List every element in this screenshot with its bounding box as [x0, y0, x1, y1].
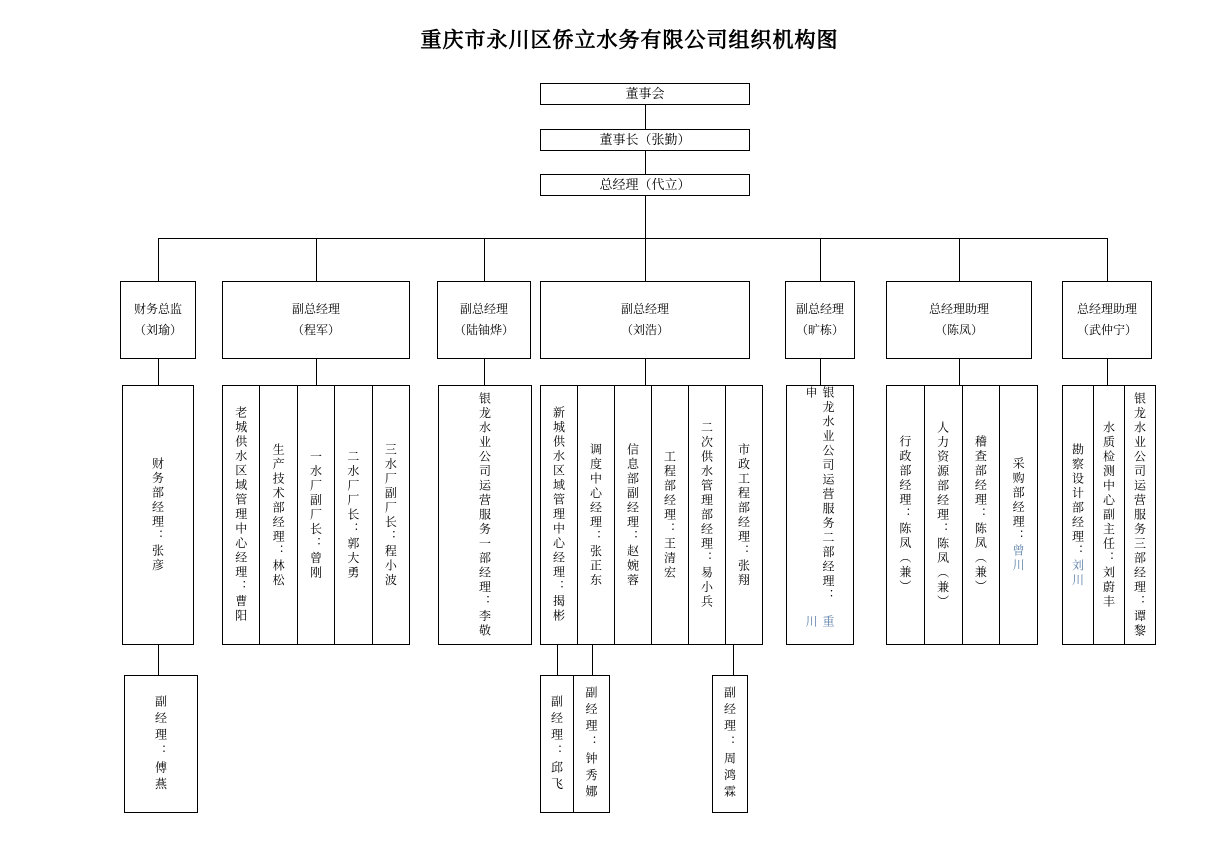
org-box-department	[577, 386, 614, 644]
org-box-department	[439, 386, 531, 644]
org-box-branch-head	[886, 281, 1032, 359]
department-label: 二次供水管理部经理：易小兵	[699, 420, 714, 610]
connector-line	[645, 196, 646, 238]
department-name-highlight: 刘川	[1070, 558, 1085, 588]
org-box-department	[962, 386, 1000, 644]
department-label: 调度中心经理：张正东	[588, 442, 603, 588]
connector-line	[158, 359, 159, 385]
org-box-department	[297, 386, 334, 644]
department-group	[786, 385, 854, 645]
connector-line	[733, 645, 734, 675]
connector-line	[959, 238, 960, 281]
connector-line	[484, 238, 485, 281]
branch-head-label	[454, 299, 514, 341]
department-label: 行政部经理：陈凤（兼）	[897, 435, 912, 595]
department-name-highlight: 曾川	[1011, 544, 1026, 573]
department-label: 水质检测中心副主任：刘蔚丰	[1101, 420, 1116, 610]
org-box-department	[651, 386, 688, 644]
branch-role: 总经理助理	[928, 302, 989, 316]
org-box-department	[614, 386, 651, 644]
branch-head-label	[621, 299, 669, 341]
department-group	[1062, 385, 1156, 645]
connector-line	[820, 238, 821, 281]
department-label: 三水厂副厂长：程小波	[383, 442, 398, 588]
branch-role: 副总经理	[291, 302, 340, 316]
connector-line	[158, 238, 1107, 239]
branch-head-label	[796, 299, 844, 341]
branch-head-label	[1077, 299, 1137, 341]
connector-line	[484, 359, 485, 385]
org-box-department	[688, 386, 725, 644]
org-box-branch-head	[1062, 281, 1152, 359]
connector-line	[316, 238, 317, 281]
org-box-department	[887, 386, 924, 644]
org-box-deputy	[540, 675, 574, 813]
department-label: 市政工程部经理：张翔	[736, 442, 751, 588]
branch-name: （刘瑜）	[133, 323, 182, 337]
deputy-label: 副经理：周鸿霖	[722, 686, 737, 802]
department-group	[886, 385, 1038, 645]
department-label: 新城供水区域管理中心经理：揭彬	[551, 406, 566, 624]
branch-name: （程军）	[291, 323, 340, 337]
branch-name: （武仲宁）	[1076, 323, 1137, 337]
department-label: 银龙水业公司运营服务二部经理：申	[804, 386, 835, 604]
org-box-branch-head	[540, 281, 750, 359]
org-box-department	[223, 386, 259, 644]
deputy-label: 副经理：邱飞	[549, 694, 564, 794]
org-box-branch-head	[120, 281, 196, 359]
org-box-branch-head	[785, 281, 855, 359]
org-box-deputy	[573, 675, 610, 813]
branch-name: （旷栋）	[795, 323, 844, 337]
deputy-label: 副经理：钟秀娜	[584, 686, 598, 802]
department-label: 人力资源部经理：陈凤（兼）	[935, 420, 950, 610]
department-label: 勘察设计部经理：	[1070, 442, 1085, 559]
branch-role: 副总经理	[620, 302, 669, 316]
branch-name: （刘浩）	[620, 323, 669, 337]
connector-line	[645, 105, 646, 129]
department-group	[540, 385, 763, 645]
department-label: 一水厂副厂长：曾刚	[308, 449, 323, 581]
connector-line	[1107, 359, 1108, 385]
connector-line	[645, 359, 646, 385]
org-box-department	[123, 386, 193, 644]
org-box-department	[787, 386, 853, 644]
org-box-department	[924, 386, 962, 644]
branch-role: 总经理助理	[1076, 302, 1137, 316]
department-group	[122, 385, 194, 645]
org-box-deputy	[712, 675, 748, 813]
org-box-department	[725, 386, 762, 644]
department-label: 银龙水业公司运营服务三部经理：谭黎	[1132, 391, 1147, 639]
department-group	[222, 385, 410, 645]
branch-name: （陈凤）	[934, 323, 983, 337]
deputy-label: 副经理：傅燕	[153, 694, 168, 794]
department-label: 采购部经理：	[1011, 457, 1026, 544]
branch-head-label	[134, 299, 182, 341]
org-box-board: 董事会	[540, 83, 750, 105]
org-box-general-manager: 总经理（代立）	[540, 174, 750, 196]
connector-line	[645, 238, 646, 281]
branch-head-label	[929, 299, 989, 341]
chart-title: 重庆市永川区侨立水务有限公司组织机构图	[420, 29, 839, 52]
branch-role: 副总经理	[795, 302, 844, 316]
org-box-department	[999, 386, 1037, 644]
connector-line	[316, 359, 317, 385]
connector-line	[1107, 238, 1108, 281]
department-name-highlight: 重川	[804, 615, 835, 630]
branch-role: 副总经理	[459, 302, 508, 316]
department-label: 老城供水区域管理中心经理：曹阳	[233, 406, 248, 624]
org-box-department	[1124, 386, 1155, 644]
org-box-department	[1093, 386, 1124, 644]
department-label: 信息部副经理：赵婉蓉	[625, 442, 640, 588]
connector-line	[645, 151, 646, 174]
connector-line	[959, 359, 960, 385]
connector-line	[158, 645, 159, 675]
department-label: 二水厂厂长：郭大勇	[345, 449, 360, 581]
org-box-chairman: 董事长（张勤）	[540, 129, 750, 151]
org-box-department	[1063, 386, 1093, 644]
connector-line	[592, 645, 593, 675]
org-box-deputy	[124, 675, 198, 813]
branch-head-label	[292, 299, 340, 341]
department-label: 稽查部经理：陈凤（兼）	[973, 435, 988, 595]
org-box-branch-head	[437, 281, 531, 359]
org-box-department	[334, 386, 371, 644]
org-box-branch-head	[222, 281, 410, 359]
connector-line	[158, 238, 159, 281]
department-group	[438, 385, 532, 645]
department-label: 生产技术部经理：林松	[271, 442, 286, 588]
department-label: 工程部经理：王清宏	[662, 449, 677, 581]
branch-role: 财务总监	[133, 302, 182, 316]
org-box-department	[259, 386, 296, 644]
department-label: 财务部经理：张彦	[150, 457, 165, 573]
branch-name: （陆铀烨）	[453, 323, 514, 337]
org-box-department	[541, 386, 577, 644]
connector-line	[820, 359, 821, 385]
org-box-department	[372, 386, 409, 644]
connector-line	[557, 645, 558, 675]
department-label: 银龙水业公司运营服务一部经理：李敬	[477, 391, 492, 639]
